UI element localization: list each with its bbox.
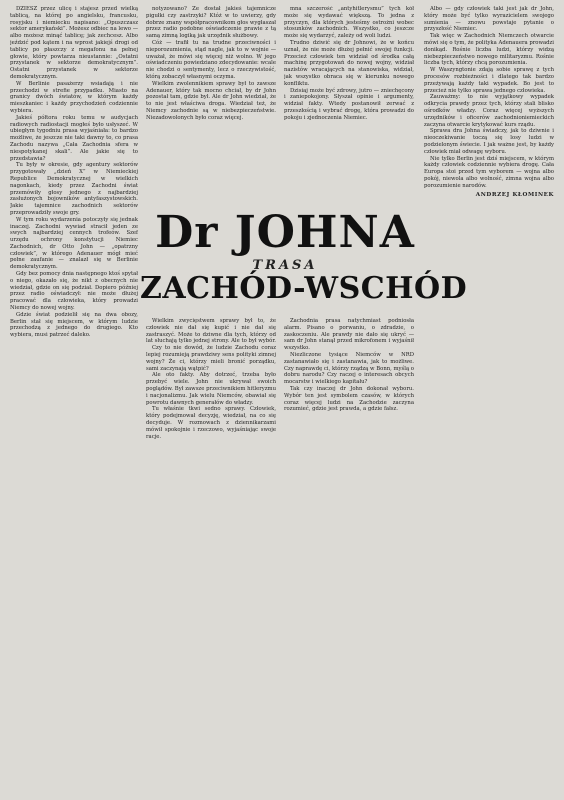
paragraph: Nie tylko Berlin jest dziś miejscem, w którym każdy człowiek codziennie wybiera drogę. Cała Europa stoi przed tym wyborem — wojna albo pokój, niewola albo wolność, zimna wojna albo porozumienie narodów.	[424, 155, 554, 189]
paragraph: Ale oto fakty. Aby dotrzeć, trzeba było przebyć wiele. John nie ukrywał swoich poglądów. Był zawsze przeciwnikiem hitleryzmu i nacjonalizmu. Jak wielu Niemców, obawiał się powrotu dawnych generałów do władzy.	[146, 372, 276, 406]
paragraph: Sprawa dra Johna świadczy, jak to dziwnie i nieoczekiwanie toczą się losy ludzi w podzielonym świecie. I jak ważne jest, by każdy człowiek miał odwagę wyboru.	[424, 128, 554, 155]
paragraph: Zauważmy: to nie wyjątkowy wypadek odkrycia prawdy przez tych, którzy stali blisko ośrodków władzy. Coraz więcej wyższych urzędników i oficerów zachodnioniemieckich zaczyna otwarcie krytykować kurs rządu.	[424, 94, 554, 128]
paragraph: Dzisiaj może być zdrowy, jutro — zniechęcony i zaniepokojony. Słyszał opinie i argumenty, widział fakty. Wtedy postanowił zerwać z przeszłością i wybrać drogę, która prowadzi do pokoju i zjednoczenia Niemiec.	[284, 87, 414, 121]
paragraph: W Berlinie pasażerzy wsiadają i nie przechodzi w strefie przypadku. Miasto na granicy dwóch światów, w którym każdy mieszkaniec i każdy przychodzień codziennie wybiera.	[10, 80, 138, 114]
paragraph: W tym roku wydarzenia potoczyły się jednak inaczej. Zachodni wywiad stracił jeden ze swych najbardziej cennych trofeów. Szef urzędu ochrony konstytucji Niemiec Zachodnich, dr Otto John — „opatrzny człowiek”, w którego Adenauer mógł mieć pełne zaufanie — znalazł się w Berlinie demokratycznym.	[10, 216, 138, 271]
paragraph: Tu właśnie tkwi sedno sprawy. Człowiek, który podejmował decyzję, wiedział, na co się decyduje. W rozmowach z dziennikarzami mówił spokojnie i rzeczowo, wyjaśniając swoje racje.	[146, 406, 276, 440]
paragraph: mna szczerość „antyhitlerysmu” tych kół może się wydawać większą. To jedna z przyczyn, dla których jesteśmy ostrożni wobec stosunków zachodnich. Wszystko, co jeszcze może się wydarzyć, zależy od woli ludzi.	[284, 6, 414, 40]
paragraph: W Waszyngtonie zdają sobie sprawę z tych procesów rozbieżności i dlatego tak bardzo przeżywają każdy taki wypadek. Bo jest to przecież nie tylko sprawa jednego człowieka.	[424, 67, 554, 94]
paragraph: Gdzie świat podzielił się na dwa obozy, Berlin stał się miejscem, w którym ludzie przechodzą z jednego do drugiego. Kto wybiera, musi patrzeć daleko.	[10, 311, 138, 339]
headline-route: ZACHÓD-WSCHÓD	[140, 271, 468, 306]
paragraph: Czy to nie dowód, że ludzie Zachodu coraz lepiej rozumieją prawdziwy sens polityki zimnej wojny? Że ci, którzy mieli bronić porządku, sami zaczynają wątpić?	[146, 345, 276, 372]
article-column-2-bottom	[146, 318, 276, 794]
headline-title: Dr JOHNA	[155, 207, 415, 258]
paragraph: Tu były w okresie, gdy agentury sektorów przygotowały „dzień X” w Niemieckiej Republice Demokratycznej w wielkich nagonkach, kiedy przez Zachodni świat przemówiły głosy jednego z najbardziej zasłużonych bojowników antyfaszystowskich. Jakie tajemnice zachodnich sektorów przeprowadziły swoje gry.	[10, 162, 138, 216]
paragraph: Cóż — trafił tu na trudne przeciwności i nieporozumienia, stąd nagle, jak to w wojnie — uważał, że mówi się więcej niż wolno. W jego oświadczeniu powiedziano zdecydowanie: wcale nie chodzi o sentymenty, lecz o rzeczywistość, którą zobaczył własnymi oczyma.	[146, 39, 276, 80]
author-signature: ANDRZEJ KŁOMINEK	[475, 191, 554, 198]
article-column-4	[424, 6, 554, 794]
paragraph: Tak czy inaczej dr John dokonał wyboru. Wybór ten jest symbolem czasów, w których coraz więcej ludzi na Zachodzie zaczyna rozumieć, gdzie jest prawda, a gdzie fałsz.	[284, 385, 414, 413]
paragraph: Niezliczone tysiące Niemców w NRD zastanawiało się i zastanawia, jak to możliwe. Czy naprawdę ci, którzy rządzą w Bonn, myślą o dobru narodu? Czy raczej o interesach obcych mocarstw i wielkiego kapitału?	[284, 351, 414, 386]
paragraph: Wielkim zwycięstwem sprawy był to, że człowiek nie dał się kupić i nie dał się zastraszyć. Może to dziwne dla tych, którzy od lat słuchają tylko jednej strony. Ale to był wybór.	[146, 318, 276, 345]
article-column-3-top	[284, 6, 414, 206]
paragraph: Zachodnia prasa natychmiast podniosła alarm. Pisano o porwaniu, o zdradzie, o zaskoczeniu. Ale prawdy nie dało się ukryć — sam dr John stanął przed mikrofonem i wyjaśnił wszystko.	[284, 318, 414, 352]
article-column-3-bottom	[284, 318, 414, 794]
paragraph: Trudno dziwić się dr Johnowi, że w końcu uznał, że nie może dłużej pełnić swojej funkcji. Przecież człowiek ten widział od środka całą machinę przygotowań do nowej wojny, widział nazistów wracających na stanowiska, widział, jak wszystko obraca się w kierunku nowego konfliktu.	[284, 39, 414, 87]
paragraph: Jakieś półtora roku temu w audycjach radiowych radiostacji mogłeś było usłyszeć. W ubiegłym tygodniu prasa wyjaśniała: to bardzo możliwe, że jeszcze nie taki dawny to, co prasa Zachodu nazywa „Cała Zachodnia sfera w niespotykanej skali”. Ale jakie się to przedstawia?	[10, 114, 138, 162]
paragraph: DZIESZ przez ulicę i stajesz przed wielką tablicą, na której po angielsku, francusku, rosyjsku i niemiecku napisano: „Opuszczasz sektor amerykański”. Możesz odbiec na lewo — albo możesz minąć tablicę; jak zechcesz. Albo jeździć pod kątem i na wprost jakiejś drogi od tablicy po płaszczy z megafonu na pełnej głowie, który powtarza nieustannie: „Ostatni przystanek w sektorze demokratycznym”. Ostatni przystanek w sektorze demokratycznym.	[10, 6, 138, 80]
paragraph: Tak więc w Zachodnich Niemczech otwarcie mówi się o tym, że polityka Adenauera prowadzi donikąd. Rośnie liczba ludzi, którzy widzą niebezpieczeństwo nowego militaryzmu. Rośnie liczba tych, którzy chcą porozumienia.	[424, 33, 554, 67]
headline-subtitle: TRASA	[252, 258, 318, 273]
headline-block	[140, 207, 468, 310]
article-column-2-top	[146, 6, 276, 206]
paragraph: Gdy bez pomocy dnia następnego ktoś spytał o niego, okazało się, że nikt z obecnych nie wiedział, gdzie on się podział. Dopiero później przez radio oświadczył: nie może dłużej pracować dla człowieka, który prowadzi Niemcy do nowej wojny.	[10, 271, 138, 312]
paragraph: Wielkim zwolennikiem sprawy był to zawsze Adenauer, który tak mocno chciał, by dr John pozostał tam, gdzie był. Ale dr John wiedział, że to nie jest właściwa droga. Wiedział też, że Niemcy zachodnie są w niebezpieczeństwie. Niezadowolonych było coraz więcej.	[146, 80, 276, 121]
article-column-1	[10, 6, 138, 794]
paragraph: notyzowano? Że dostał jakieś tajemnicze pigułki czy zastrzyki? Któż w to uwierzy, gdy dobrze znany współpracownikom głos wygłaszał przez radio podobne oświadczenie prawie z tą samą zimną logiką jak urzędnik służbowy.	[146, 6, 276, 40]
paragraph: Albo — gdy człowiek taki jest jak dr John, który może być tylko wyrazicielem swojego sumienia — znowu powstaje pytanie o przyszłość Niemiec.	[424, 6, 554, 33]
